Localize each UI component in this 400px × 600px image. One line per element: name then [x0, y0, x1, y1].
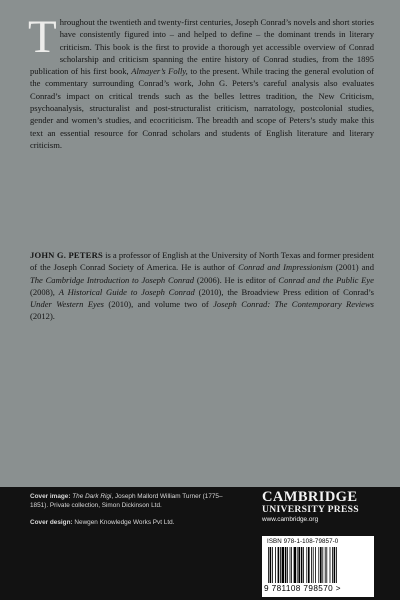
isbn-label: ISBN 978-1-108-79857-0 [267, 538, 339, 545]
barcode-icon [266, 547, 370, 584]
credit-text: Newgen Knowledge Works Pvt Ltd. [72, 519, 175, 527]
credit-label: Cover design: [30, 519, 73, 527]
publisher-logo [262, 490, 374, 523]
publisher-subtitle: UNIVERSITY PRESS [262, 504, 359, 515]
credit-text: , Joseph Mallord William Turner (1775–1851). Private collection, Simon Dickinson Ltd. [30, 493, 223, 510]
publisher-name: CAMBRIDGE [262, 489, 358, 505]
barcode-digits: 9 781108 798570 > [264, 584, 341, 593]
cover-image-credit [30, 492, 240, 510]
bio-text: (2010), the Broadview Press edition of Conrad’s [194, 286, 374, 297]
bio-book-title: Joseph Conrad: The Contemporary Reviews [213, 299, 374, 310]
bio-text: (2006). He is editor of [194, 274, 279, 285]
cover-credits [30, 492, 240, 528]
blurb-book-title: Almayer’s Folly, [131, 66, 188, 77]
bio-text: (2010), and volume two of [103, 299, 214, 310]
bio-text: (2001) and [332, 262, 374, 273]
bio-book-title: The Cambridge Introduction to Joseph Conrad [30, 274, 195, 285]
credit-label: Cover image: [30, 493, 71, 500]
bio-text: (2008), [30, 286, 59, 297]
painting-title: The Dark Rigi [72, 493, 112, 500]
bio-book-title: Conrad and the Public Eye [278, 274, 374, 285]
blurb-text-2: to the present. While tracing the general evolution of the commentary surrounding Conrad’s work, John G. Peters’s careful analysis also evaluates Conrad’s impact on critical trends such as the belles lettres tradition, the New Criticism, psychoanalysis, structuralist and post-structuralist criticism, narratology, postcolonial studies, gender and women’s studies, and ecocriticism. The breadth and scope of Peters’s study make this text an essential resource for Conrad scholars and students of English literature and literary criticism. [30, 66, 375, 150]
bio-book-title: Conrad and Impressionism [238, 262, 333, 273]
cover-design-credit [30, 518, 240, 527]
blurb-paragraph [28, 11, 375, 151]
author-bio [30, 249, 374, 323]
author-name: JOHN G. PETERS [30, 250, 103, 260]
bio-text: is a professor of English at the University of North Texas and former president of the Joseph Conrad Society of America. He is author of [30, 250, 374, 273]
barcode-block [262, 536, 374, 597]
bio-book-title: Under Western Eyes [30, 299, 104, 310]
drop-cap: T [28, 11, 57, 63]
publisher-url: www.cambridge.org [262, 516, 319, 523]
bio-book-title: A Historical Guide to Joseph Conrad [58, 286, 195, 297]
bio-text: (2012). [30, 311, 55, 322]
blurb-text-1: hroughout the twentieth and twenty-first centuries, Joseph Conrad’s novels and short stories have consistently figured into – and helped to define – the dominant trends in literary criticism. This book is the first to provide a thorough yet accessible overview of Conrad scholarship and criticism spanning the entire history of Conrad studies, from the 1895 publication of his first book, [30, 17, 374, 77]
footer-band [0, 487, 400, 600]
